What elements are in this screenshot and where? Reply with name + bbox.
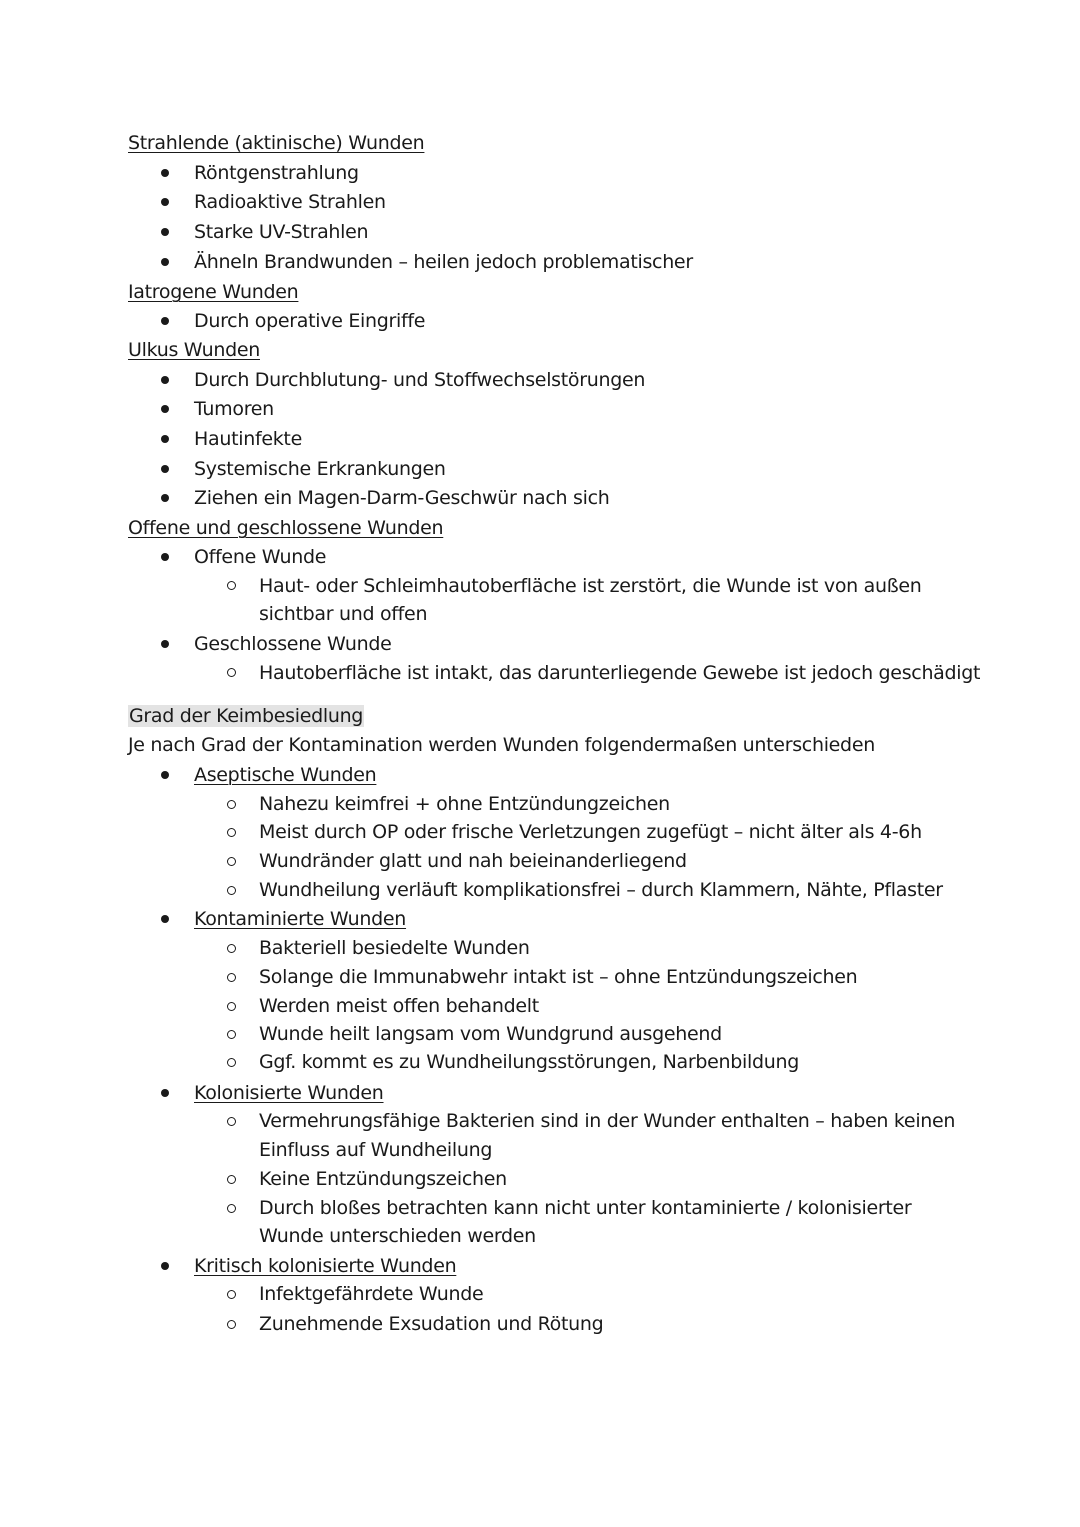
list-item: Systemische Erkrankungen <box>194 458 446 480</box>
heading-offene-geschlossene-wunden: Offene und geschlossene Wunden <box>128 517 444 539</box>
list-subitem-continuation: Einfluss auf Wundheilung <box>259 1139 493 1161</box>
bullet-icon <box>161 1262 169 1270</box>
list-subitem: Infektgefährdete Wunde <box>259 1283 484 1305</box>
bullet-icon <box>161 258 169 266</box>
bullet-icon <box>161 435 169 443</box>
list-subitem: Wundheilung verläuft komplikationsfrei – durch Klammern, Nähte, Pflaster <box>259 879 943 901</box>
list-item: Durch Durchblutung- und Stoffwechselstörungen <box>194 369 646 391</box>
sub-bullet-icon <box>227 581 236 590</box>
bullet-icon <box>161 640 169 648</box>
list-item: Röntgenstrahlung <box>194 162 359 184</box>
list-subitem: Wundränder glatt und nah beieinanderliegend <box>259 850 687 872</box>
list-subitem: Wunde heilt langsam vom Wundgrund ausgehend <box>259 1023 722 1045</box>
list-subitem: Ggf. kommt es zu Wundheilungsstörungen, Narbenbildung <box>259 1051 800 1073</box>
list-subitem-continuation: Wunde unterschieden werden <box>259 1225 536 1247</box>
list-item-kontaminierte-wunden: Kontaminierte Wunden <box>194 908 407 930</box>
sub-bullet-icon <box>227 944 236 953</box>
list-subitem: Werden meist offen behandelt <box>259 995 539 1017</box>
list-item-aseptische-wunden: Aseptische Wunden <box>194 764 377 786</box>
list-subitem: Zunehmende Exsudation und Rötung <box>259 1313 604 1335</box>
list-item: Offene Wunde <box>194 546 327 568</box>
bullet-icon <box>161 494 169 502</box>
bullet-icon <box>161 198 169 206</box>
sub-bullet-icon <box>227 1058 236 1067</box>
list-item-kritisch-kolonisierte-wunden: Kritisch kolonisierte Wunden <box>194 1255 457 1277</box>
sub-bullet-icon <box>227 1030 236 1039</box>
list-subitem: Keine Entzündungszeichen <box>259 1168 507 1190</box>
sub-bullet-icon <box>227 1290 236 1299</box>
sub-bullet-icon <box>227 828 236 837</box>
list-subitem-continuation: sichtbar und offen <box>259 603 428 625</box>
intro-text: Je nach Grad der Kontamination werden Wunden folgendermaßen unterschieden <box>128 734 875 756</box>
sub-bullet-icon <box>227 1117 236 1126</box>
bullet-icon <box>161 771 169 779</box>
list-item: Tumoren <box>194 398 274 420</box>
list-item: Durch operative Eingriffe <box>194 310 426 332</box>
bullet-icon <box>161 465 169 473</box>
bullet-icon <box>161 915 169 923</box>
sub-bullet-icon <box>227 1204 236 1213</box>
list-subitem: Solange die Immunabwehr intakt ist – ohne Entzündungszeichen <box>259 966 858 988</box>
heading-strahlende-wunden: Strahlende (aktinische) Wunden <box>128 132 425 154</box>
bullet-icon <box>161 317 169 325</box>
list-subitem: Meist durch OP oder frische Verletzungen zugefügt – nicht älter als 4-6h <box>259 821 922 843</box>
bullet-icon <box>161 169 169 177</box>
sub-bullet-icon <box>227 886 236 895</box>
heading-iatrogene-wunden: Iatrogene Wunden <box>128 281 299 303</box>
list-subitem: Haut- oder Schleimhautoberfläche ist zerstört, die Wunde ist von außen <box>259 575 922 597</box>
list-subitem: Vermehrungsfähige Bakterien sind in der Wunder enthalten – haben keinen <box>259 1110 956 1132</box>
bullet-icon <box>161 228 169 236</box>
bullet-icon <box>161 553 169 561</box>
sub-bullet-icon <box>227 668 236 677</box>
list-subitem: Hautoberfläche ist intakt, das darunterliegende Gewebe ist jedoch geschädigt <box>259 662 981 684</box>
list-subitem: Nahezu keimfrei + ohne Entzündungzeichen <box>259 793 670 815</box>
heading-ulkus-wunden: Ulkus Wunden <box>128 339 260 361</box>
list-item: Ziehen ein Magen-Darm-Geschwür nach sich <box>194 487 610 509</box>
bullet-icon <box>161 1089 169 1097</box>
list-subitem: Durch bloßes betrachten kann nicht unter kontaminierte / kolonisierter <box>259 1197 912 1219</box>
list-item: Hautinfekte <box>194 428 302 450</box>
sub-bullet-icon <box>227 973 236 982</box>
list-item: Radioaktive Strahlen <box>194 191 386 213</box>
bullet-icon <box>161 376 169 384</box>
sub-bullet-icon <box>227 1320 236 1329</box>
list-subitem: Bakteriell besiedelte Wunden <box>259 937 530 959</box>
list-item: Starke UV-Strahlen <box>194 221 369 243</box>
bullet-icon <box>161 405 169 413</box>
list-item-kolonisierte-wunden: Kolonisierte Wunden <box>194 1082 384 1104</box>
list-item: Ähneln Brandwunden – heilen jedoch problematischer <box>194 251 693 273</box>
sub-bullet-icon <box>227 1002 236 1011</box>
sub-bullet-icon <box>227 1175 236 1184</box>
heading-grad-der-keimbesiedlung: Grad der Keimbesiedlung <box>129 705 364 727</box>
list-item: Geschlossene Wunde <box>194 633 392 655</box>
sub-bullet-icon <box>227 857 236 866</box>
sub-bullet-icon <box>227 800 236 809</box>
